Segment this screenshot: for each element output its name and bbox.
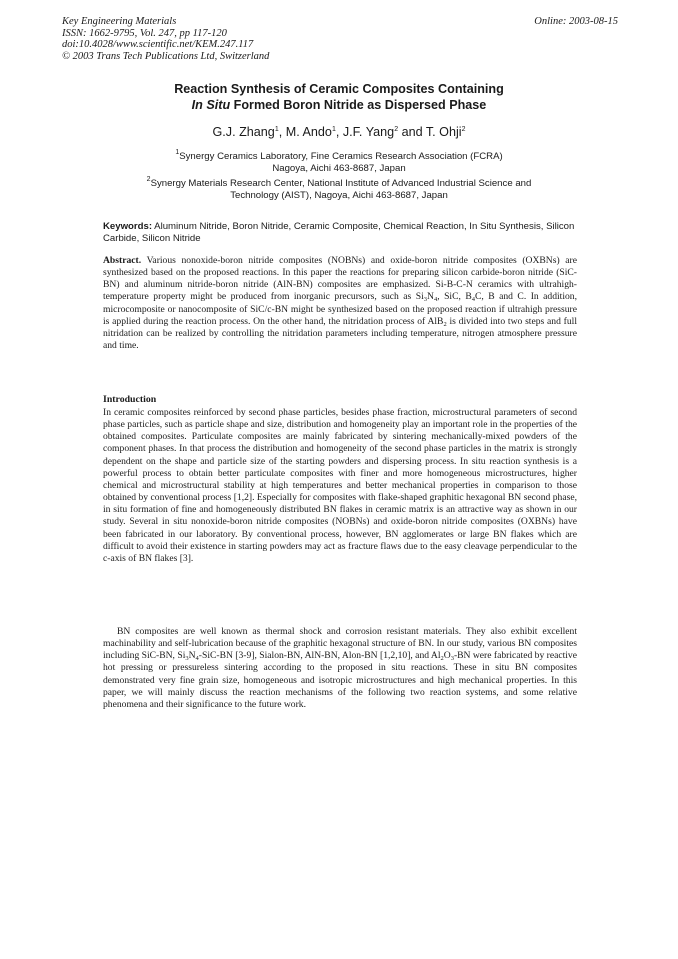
paper-title (90, 81, 588, 113)
para2-text-e: -BN were fabricated by reactive hot pressing or pressureless sintering according to the proposed in situ reactions. These in situ BN composites demonstrated very fine grain size, homogeneous and isotropic microstructures and high mechanical properties. In this paper, we will mainly discuss the reaction mechanisms of the following two reaction systems, and some relative phenomena and their significance to the future work. (103, 650, 577, 710)
doi-line[interactable]: doi:10.4028/www.scientific.net/KEM.247.117 (62, 39, 254, 51)
copyright-line: © 2003 Trans Tech Publications Ltd, Switzerland (62, 50, 270, 62)
title-line-1: Reaction Synthesis of Ceramic Composites Containing (174, 82, 504, 96)
para2-text-d: O (443, 650, 451, 662)
abstract-sub-2: 4 (433, 296, 438, 304)
para2-sub-3: 2 (440, 655, 444, 663)
author-1: G.J. Zhang (212, 125, 275, 139)
affiliation-1-text: Synergy Ceramics Laboratory, Fine Ceramics Research Association (FCRA) (179, 151, 503, 162)
abstract-text-3: , SiC, B (437, 291, 472, 303)
para2-sub-1: 3 (185, 655, 189, 663)
author-2: , M. Ando (278, 125, 332, 139)
abstract-sub-4: 2 (443, 320, 447, 328)
para2-text-c: -SiC-BN [3-9], Sialon-BN, AlN-BN, Alon-BN [1,2,10], and Al (198, 650, 441, 662)
para2-text-b: N (188, 650, 196, 662)
para2-text-a: BN composites are well known as thermal shock and corrosion resistant materials. They also exhibit excellent machinability and self-lubrication because of the graphitic hexagonal structure of BN. In our study, various BN composites including SiC-BN, Si (103, 626, 577, 662)
title-italic: In Situ (191, 98, 231, 112)
affiliation-1 (100, 151, 578, 175)
author-1-affil: 1 (274, 126, 279, 133)
affiliation-2-text: Synergy Materials Research Center, National Institute of Advanced Industrial Science and (150, 178, 532, 189)
abstract-text-2: N (427, 291, 434, 303)
title-rest: Formed Boron Nitride as Dispersed Phase (230, 98, 487, 112)
title-line-2 (90, 97, 588, 113)
abstract-text-5: is divided into two steps and full nitridation can be realized by controlling the nitridation parameters including temperature, nitrogen atmosphere pressure and time. (103, 315, 577, 352)
introduction-paragraph-2 (103, 626, 577, 711)
author-4-affil: 2 (461, 126, 466, 133)
abstract (103, 255, 577, 352)
author-3: , J.F. Yang (335, 125, 395, 139)
abstract-label: Abstract. (103, 255, 142, 266)
affiliation-2-mark: 2 (146, 176, 151, 183)
issn-line: ISSN: 1662-9795, Vol. 247, pp 117-120 (62, 27, 227, 39)
affiliation-1-line-2: Nagoya, Aichi 463-8687, Japan (272, 163, 406, 175)
affiliation-2-line-2: Technology (AIST), Nagoya, Aichi 463-8687, Japan (230, 190, 448, 202)
journal-name: Key Engineering Materials (62, 16, 177, 27)
affiliation-1-line-1 (100, 151, 578, 163)
author-4: and T. Ohji (398, 125, 462, 139)
affiliation-2-line-1 (100, 178, 578, 190)
affiliation-1-mark: 1 (175, 149, 180, 156)
abstract-text-4: C, B and C. In addition, microcomposite or nanocomposite of SiC/c-BN might be synthesized based on the proposed reaction if ultrahigh pressure is applied during the reaction process. On the other hand, the nitridation process of AlB (103, 291, 577, 327)
abstract-sub-1: 3 (423, 296, 428, 304)
keywords-text: Aluminum Nitride, Boron Nitride, Ceramic Composite, Chemical Reaction, In Situ Synthesis, Silicon Carbide, Silicon Nitride (103, 221, 575, 245)
author-list (90, 124, 588, 140)
abstract-sub-3: 4 (471, 296, 475, 304)
author-3-affil: 2 (394, 126, 399, 133)
journal-header (62, 16, 618, 62)
author-2-affil: 1 (331, 126, 336, 133)
para2-sub-2: 4 (195, 655, 199, 663)
abstract-text-1: Various nonoxide-boron nitride composites (NOBNs) and oxide-boron nitride composites (OXBNs) are synthesized based on the proposed reactions. In this paper the reactions for preparing silicon carbide-boron nitride (SiC-BN) and aluminum nitride-boron nitride (AlN-BN) composites are emphasized. Si-B-C-N ceramics with ultrahigh-temperature property might be produced from inorganic precursors, such as Si (103, 255, 577, 303)
introduction-paragraph-1: In ceramic composites reinforced by second phase particles, besides phase fraction, microstructural parameters of second phase particles, such as particle shape and size, distribution and homogeneity play an important role in the properties of the obtained composites. Particulate composites are mainly fabricated by sintering mechanically-mixed powders of the component phases. In that process the distribution and homogeneity of the second phase particles in the matrix is strongly dependent on the shape and particle size of the starting powders and dispersing process. In situ reaction synthesis is a powerful process to obtain better particulate composites with finer and more homogeneous microstructures, higher chemical and microstructural stability at high temperatures and better mechanical properties in comparison to those obtained by conventional process [1,2]. Especially for composites with flake-shaped graphitic hexagonal BN second phase, in situ formation of fine and homogeneously distributed BN flakes in ceramic matrix is an attractive way as shown in our study. Several in situ nonoxide-boron nitride composites (NOBNs) and oxide-boron nitride composites (OXBNs) have been fabricated in our laboratory. By conventional process, however, BN agglomerates or large BN flakes which are difficult to avoid their existence in starting powders may act as fracture flaws due to the easy cleavage perpendicular to the c-axis of BN flakes [3]. (103, 407, 577, 564)
section-heading-introduction: Introduction (103, 394, 157, 405)
para2-sub-4: 3 (450, 655, 454, 663)
online-date: Online: 2003-08-15 (534, 16, 618, 27)
affiliation-2 (100, 178, 578, 202)
keywords (103, 221, 577, 245)
keywords-label: Keywords: (103, 221, 153, 232)
